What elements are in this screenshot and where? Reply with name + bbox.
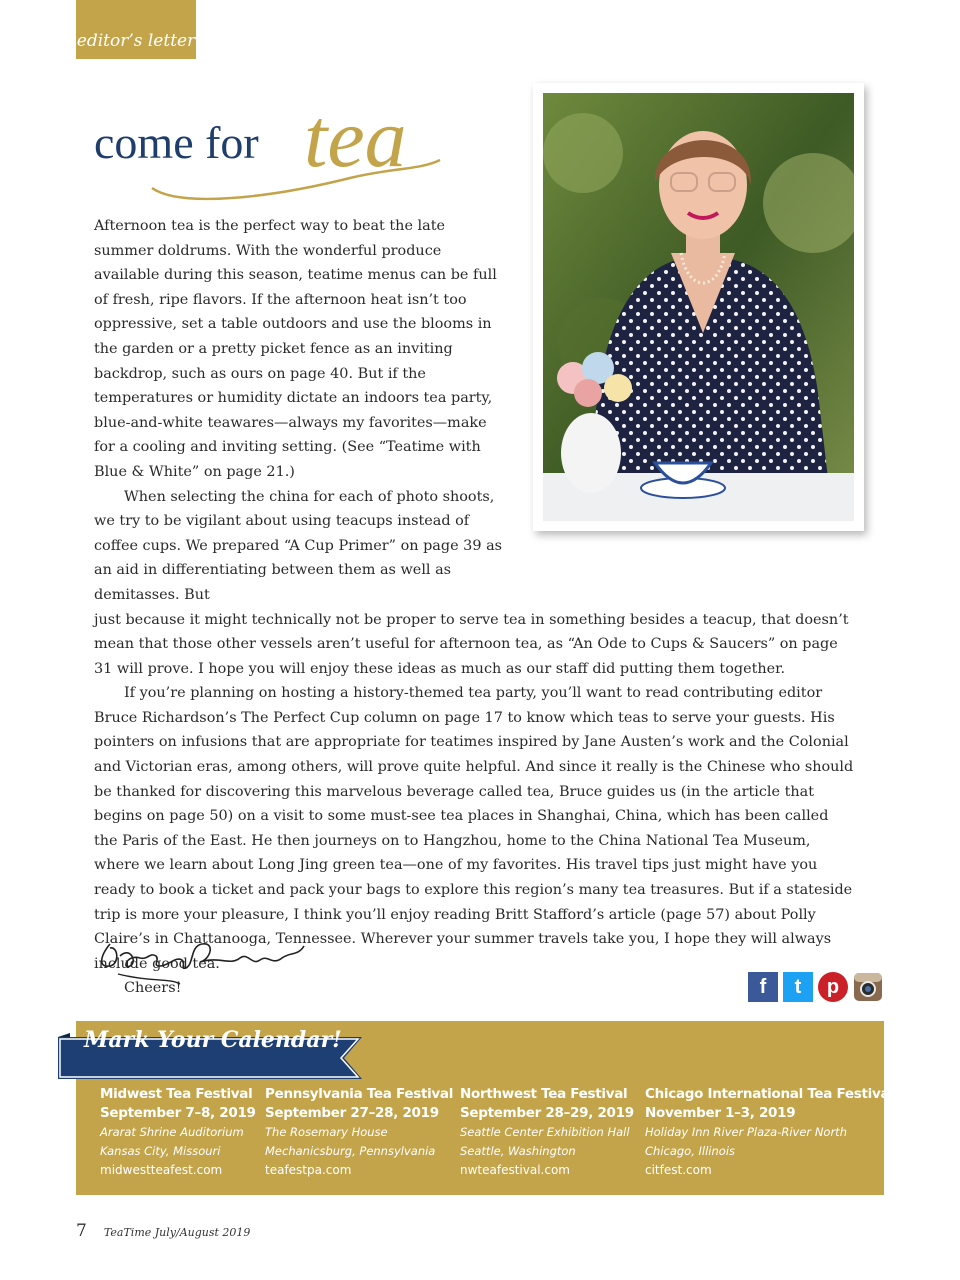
paragraph-1: Afternoon tea is the perfect way to beat the late summer doldrums. With the wonderful produce available during this season, teatime menus can be full of fresh, ripe flavors. If the afternoon heat isn’t too oppressive, set a table outdoors and use the blooms in the garden or a pretty picket fence as an inviting backdrop, such as ours on page 40. But if the temperatures or humidity dictate an indoors tea party, blue-and-white teawares—always my favorites—make for a cooling and inviting setting. (See “Teatime with Blue & White” on page 21.): [94, 218, 497, 480]
event-venue: Ararat Shrine Auditorium: [100, 1125, 244, 1139]
event-name: Pennsylvania Tea Festival: [265, 1086, 454, 1102]
event-name: Midwest Tea Festival: [100, 1086, 253, 1102]
event-dates: September 27–28, 2019: [265, 1105, 439, 1121]
title-part1: come for: [94, 117, 259, 168]
event-city: Seattle, Washington: [460, 1144, 576, 1158]
section-label: editor’s letter: [76, 31, 196, 51]
event-chicago: [645, 1085, 894, 1180]
event-northwest: [460, 1085, 634, 1180]
closing: Cheers!: [124, 980, 182, 997]
calendar-heading: Mark Your Calendar!: [84, 1027, 342, 1053]
event-name: Northwest Tea Festival: [460, 1086, 628, 1102]
event-venue: The Rosemary House: [265, 1125, 388, 1139]
event-url[interactable]: midwestteafest.com: [100, 1163, 223, 1177]
event-venue: Seattle Center Exhibition Hall: [460, 1125, 630, 1139]
signature: [90, 926, 310, 994]
publication-info: TeaTime July/August 2019: [103, 1226, 251, 1239]
event-dates: November 1–3, 2019: [645, 1105, 796, 1121]
facebook-icon[interactable]: f: [748, 972, 778, 1002]
event-dates: September 28–29, 2019: [460, 1105, 634, 1121]
event-city: Mechanicsburg, Pennsylvania: [265, 1144, 436, 1158]
paragraph-2-continued: just because it might technically not be proper to serve tea in something besides a teacup, that doesn’t mean that those other vessels aren’t useful for afternoon tea, as “An Ode to Cups & Saucers” on page 31 will prove. I hope you will enjoy these ideas as much as our staff did putting them together.: [94, 611, 849, 677]
event-midwest: [100, 1085, 256, 1180]
title-swash: [150, 148, 450, 208]
event-url[interactable]: teafestpa.com: [265, 1163, 352, 1177]
event-url[interactable]: nwteafestival.com: [460, 1163, 570, 1177]
event-city: Chicago, Illinois: [645, 1144, 736, 1158]
event-city: Kansas City, Missouri: [100, 1144, 221, 1158]
section-tab: [76, 0, 196, 59]
event-name: Chicago International Tea Festival: [645, 1086, 894, 1102]
calendar-box: [76, 1021, 894, 1195]
pinterest-icon[interactable]: p: [818, 972, 848, 1002]
page-footer: [76, 1221, 250, 1241]
paragraph-3: If you’re planning on hosting a history-themed tea party, you’ll want to read contributing editor Bruce Richardson’s The Perfect Cup column on page 17 to know which teas to serve your guests. His pointers on infusions that are appropriate for teatimes inspired by Jane Austen’s work and the Colonial and Victorian eras, among others, will prove quite helpful. And since it really is the Chinese who should be thanked for discovering this marvelous beverage called tea, Bruce guides us (in the article that begins on page 50) on a visit to some must-see tea places in Shanghai, China, which has been called the Paris of the East. He then journeys on to Hangzhou, home to the China National Tea Museum, where we learn about Long Jing green tea—one of my favorites. His travel tips just might have you ready to book a ticket and pack your bags to explore this region’s many tea treasures. But if a stateside trip is more your pleasure, I think you’ll enjoy reading Britt Stafford’s article (page 57) about Polly Claire’s in Chattanooga, Tennessee. Wherever your summer travels take you, I hope they will always include good tea.: [94, 685, 854, 972]
twitter-icon[interactable]: t: [783, 972, 813, 1002]
signature-scribble: [90, 926, 310, 990]
social-icons: [748, 972, 883, 1002]
title-part2: tea: [304, 92, 407, 185]
event-url[interactable]: citfest.com: [645, 1163, 712, 1177]
event-venue: Holiday Inn River Plaza-River North: [645, 1125, 847, 1139]
page-title: [94, 92, 474, 206]
page-number: 7: [76, 1221, 87, 1241]
event-dates: September 7–8, 2019: [100, 1105, 256, 1121]
event-pennsylvania: [265, 1085, 453, 1180]
instagram-icon[interactable]: [853, 972, 883, 1002]
paragraph-2: When selecting the china for each of photo shoots, we try to be vigilant about using teacups instead of coffee cups. We prepared “A Cup Primer” on page 39 as an aid in differentiating between them as well as demitasses. But: [94, 488, 503, 603]
letter-body: [94, 214, 854, 1001]
